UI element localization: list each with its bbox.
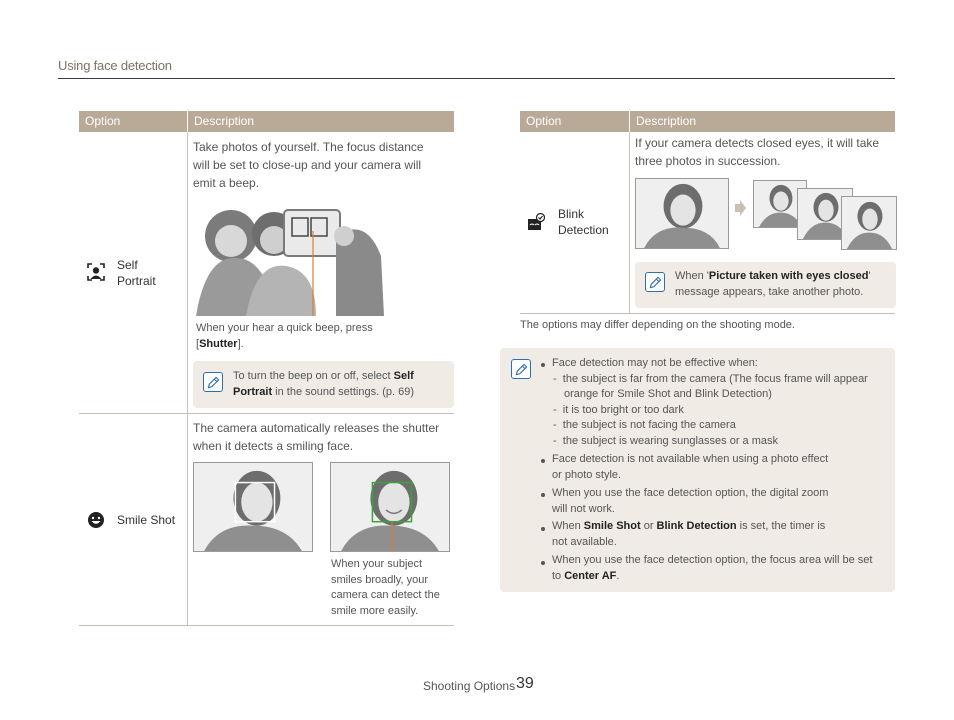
face-detection-notes bbox=[500, 348, 895, 592]
bullet bbox=[541, 363, 545, 367]
smile-shot-description: The camera automatically releases the shutter when it detects a smiling face. bbox=[193, 421, 440, 453]
bullet bbox=[541, 561, 545, 565]
note-icon bbox=[203, 372, 223, 392]
bullet bbox=[541, 527, 545, 531]
note-sub-2: - it is too bright or too dark bbox=[553, 404, 684, 416]
smile-shot-caption: When your subject smiles broadly, your camera can detect the smile more easily. bbox=[331, 558, 440, 617]
page-header-title: Using face detection bbox=[58, 58, 172, 73]
table-bottom-rule bbox=[520, 313, 895, 314]
self-portrait-description: Take photos of yourself. The focus distance will be set to close-up and your camera will emit a beep. bbox=[193, 140, 424, 190]
left-col-description-header: Description bbox=[188, 111, 454, 132]
note-icon bbox=[511, 359, 531, 379]
note-sub-1: - the subject is far from the camera (The focus frame will appear bbox=[553, 373, 868, 385]
smile-shot-label: Smile Shot bbox=[117, 513, 176, 527]
bullet bbox=[541, 459, 545, 463]
left-col-option-header: Option bbox=[79, 111, 187, 132]
page-number: 39 bbox=[516, 675, 534, 692]
note-bullet-4: When Smile Shot or Blink Detection is set, the timer is not available. bbox=[552, 520, 826, 548]
smile-shot-icon bbox=[87, 511, 105, 529]
blink-detection-description: If your camera detects closed eyes, it will take three photos in succession. bbox=[635, 136, 880, 168]
note-bullet-1: Face detection may not be effective when: bbox=[552, 357, 758, 369]
self-portrait-caption: When your hear a quick beep, press [Shutter]. bbox=[196, 322, 373, 350]
self-portrait-illustration bbox=[196, 196, 384, 316]
right-col-description-header: Description bbox=[630, 111, 895, 132]
column-divider bbox=[187, 132, 188, 626]
row-divider bbox=[79, 413, 454, 414]
note-sub-3: - the subject is not facing the camera bbox=[553, 419, 736, 431]
note-bullet-3: When you use the face detection option, the digital zoom will not work. bbox=[552, 487, 829, 515]
note-bullet-2: Face detection is not available when using a photo effect or photo style. bbox=[552, 453, 829, 481]
note-bullet-5: When you use the face detection option, the focus area will be set to Center AF. bbox=[552, 554, 873, 582]
bullet bbox=[541, 493, 545, 497]
column-divider bbox=[629, 132, 630, 313]
closed-eyes-photo bbox=[635, 178, 729, 249]
row-divider bbox=[79, 625, 454, 626]
options-footnote: The options may differ depending on the shooting mode. bbox=[520, 319, 795, 331]
header-rule bbox=[58, 78, 895, 79]
blink-detection-label: Blink Detection bbox=[558, 207, 609, 237]
smiling-face-photo bbox=[330, 462, 450, 552]
blink-detection-icon bbox=[527, 213, 545, 231]
right-col-option-header: Option bbox=[520, 111, 629, 132]
footer-section-label: Shooting Options bbox=[423, 679, 516, 693]
blink-detection-note: When 'Picture taken with eyes closed' message appears, take another photo. bbox=[635, 262, 896, 308]
note-sub-1-cont: orange for Smile Shot and Blink Detection) bbox=[564, 388, 772, 400]
self-portrait-label: Self Portrait bbox=[117, 258, 156, 288]
self-portrait-icon bbox=[87, 263, 105, 281]
arrow-icon bbox=[734, 200, 746, 216]
neutral-face-photo bbox=[193, 462, 313, 552]
self-portrait-note: To turn the beep on or off, select Self Portrait in the sound settings. (p. 69) bbox=[193, 361, 454, 408]
note-icon bbox=[645, 272, 665, 292]
note-sub-4: - the subject is wearing sunglasses or a mask bbox=[553, 435, 778, 447]
burst-photo-3 bbox=[841, 196, 897, 250]
